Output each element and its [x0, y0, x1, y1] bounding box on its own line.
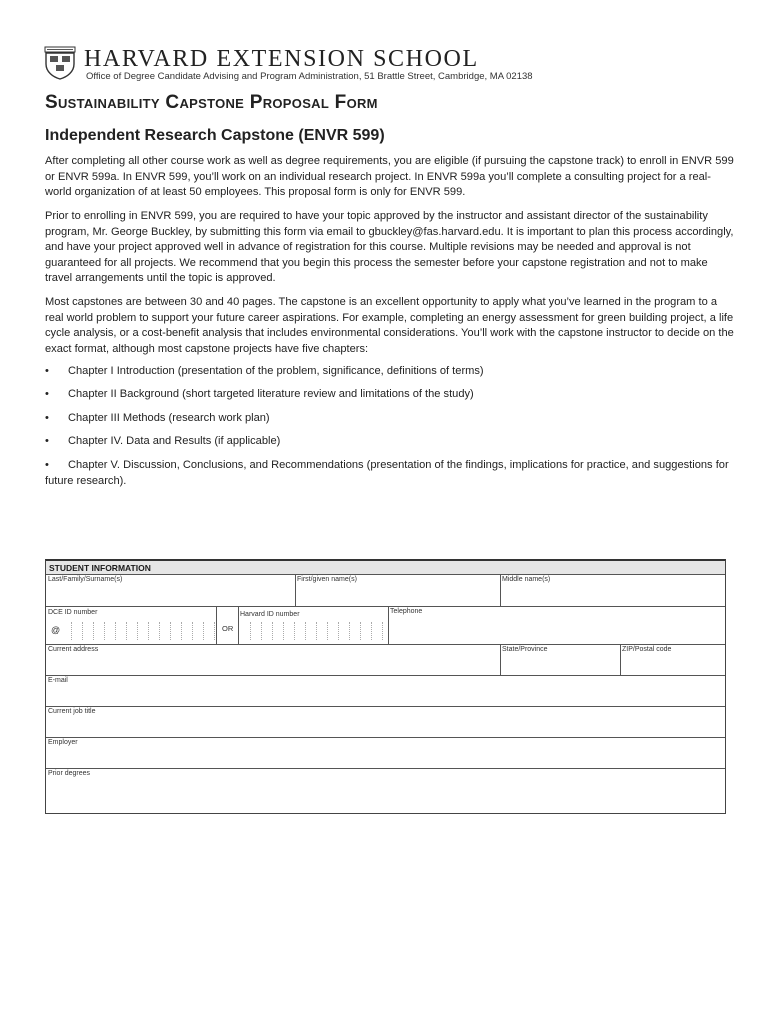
field-label: Prior degrees	[48, 770, 91, 777]
bullet-icon: •	[45, 365, 49, 377]
form-subtitle: Independent Research Capstone (ENVR 599)	[45, 127, 385, 144]
paragraph-text: Most capstones are between 30 and 40 pages. The capstone is an excellent opportunity to apply what you’ve learned in the program to a real world problem to support your future career aspirations. For example, completing an energy assessment for green building project, a life cycle analysis, or a cost-benefit analysis that includes environmental considerations. You’ll work with the capstone instructor to decide on the exact format, although most capstone projects have five chapters:	[45, 296, 734, 355]
middle-name-field[interactable]	[500, 574, 725, 606]
field-label: ZIP/Postal code	[622, 646, 672, 653]
chapter-text: Chapter III Methods (research work plan)	[68, 412, 270, 424]
field-label: First/given name(s)	[297, 576, 357, 583]
employer-field[interactable]	[46, 737, 725, 768]
field-label: DCE ID number	[48, 609, 98, 616]
office-address: Office of Degree Candidate Advising and Program Administration, 51 Brattle Street, Cambridge, MA 02138	[86, 71, 533, 82]
chapter-list-item	[45, 458, 735, 489]
divider	[216, 606, 217, 644]
state-province-field[interactable]	[500, 644, 620, 675]
harvard-id-digit-boxes	[240, 622, 383, 640]
chapter-text: Chapter I Introduction (presentation of the problem, significance, definitions of terms)	[68, 365, 484, 377]
chapter-list-item	[45, 364, 735, 380]
dce-id-digit-boxes	[61, 622, 215, 640]
chapter-list-item	[45, 411, 735, 427]
or-label: OR	[222, 624, 234, 633]
bullet-icon: •	[45, 459, 49, 471]
field-label: Telephone	[390, 608, 423, 615]
field-label: Employer	[48, 739, 78, 746]
zip-postal-code-field[interactable]	[620, 644, 725, 675]
bullet-icon: •	[45, 412, 49, 424]
email-field[interactable]	[46, 675, 725, 706]
intro-paragraph	[45, 154, 735, 201]
field-label: Middle name(s)	[502, 576, 551, 583]
paragraph-text: After completing all other course work as well as degree requirements, you are eligible (if pursuing the capstone track) to enroll in ENVR 599 or ENVR 599a. In ENVR 599, you’ll work on an individual research project. In ENVR 599a you’ll complete a consulting project for a real-world organization of at least 50 employees. This proposal form is only for ENVR 599.	[45, 155, 734, 199]
bullet-icon: •	[45, 435, 49, 447]
chapter-list-item	[45, 387, 735, 403]
job-title-field[interactable]	[46, 706, 725, 737]
last-name-field[interactable]	[46, 574, 295, 606]
prior-degrees-field[interactable]	[46, 768, 725, 814]
school-name: HARVARD EXTENSION SCHOOL	[84, 46, 479, 72]
capstone-format-paragraph	[45, 295, 735, 357]
harvard-shield-logo	[44, 46, 76, 80]
at-symbol: @	[51, 625, 61, 635]
paragraph-text: Prior to enrolling in ENVR 599, you are required to have your topic approved by the instructor and assistant director of the sustainability program, Mr. George Buckley, by submitting this form via email to gbuckley@fas.harvard.edu. It is important to plan this process accordingly, and have your project approved well in advance of registration for this course. Multiple revisions may be needed and approval is not guaranteed for all projects. We recommend that you begin this process the semester before your capstone registration and not to make travel arrangements until the topic is approved.	[45, 210, 734, 285]
chapter-list-item	[45, 434, 735, 450]
field-label: Current address	[48, 646, 99, 653]
form-title: Sustainability Capstone Proposal Form	[45, 92, 378, 113]
chapter-text: Chapter V. Discussion, Conclusions, and Recommendations (presentation of the findings, implications for practice, and suggestions for future research).	[45, 459, 729, 487]
current-address-field[interactable]	[46, 644, 500, 675]
telephone-field[interactable]	[388, 606, 725, 644]
section-title: STUDENT INFORMATION	[46, 561, 725, 574]
student-information-form	[45, 559, 726, 814]
field-label: E-mail	[48, 677, 68, 684]
page-header	[44, 44, 734, 84]
field-label: Last/Family/Surname(s)	[48, 576, 123, 583]
field-label: State/Province	[502, 646, 548, 653]
approval-paragraph	[45, 209, 735, 287]
harvard-id-field[interactable]	[238, 606, 388, 644]
chapter-text: Chapter IV. Data and Results (if applicable)	[68, 435, 281, 447]
field-label: Harvard ID number	[240, 611, 300, 618]
bullet-icon: •	[45, 388, 49, 400]
dce-id-field[interactable]	[46, 606, 216, 644]
first-name-field[interactable]	[295, 574, 500, 606]
chapter-text: Chapter II Background (short targeted literature review and limitations of the study)	[68, 388, 474, 400]
field-label: Current job title	[48, 708, 96, 715]
